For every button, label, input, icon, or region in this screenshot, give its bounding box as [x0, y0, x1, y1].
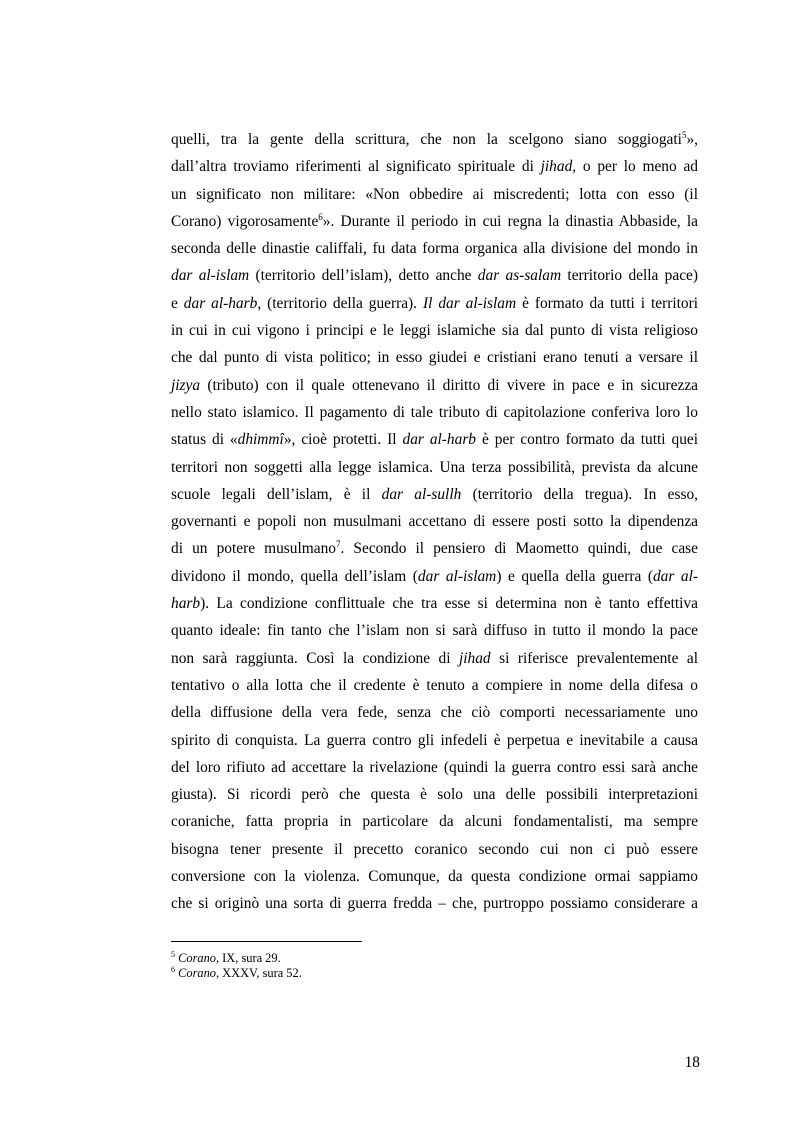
text-line: quanto ideale: fin tanto che l’islam non si sarà diffuso in tutto il mondo la pace	[171, 622, 698, 640]
page-number: 18	[684, 1054, 700, 1071]
text-line: del loro rifiuto ad accettare la rivelazione (quindi la guerra contro essi sarà anche	[171, 758, 698, 776]
body-paragraph	[171, 126, 698, 918]
text-line: jizya (tributo) con il quale ottenevano il diritto di vivere in pace e in sicurezza	[171, 376, 698, 394]
footnote-5: $^5$ Corano, IX, sura 29.	[171, 950, 281, 965]
text-line: non sarà raggiunta. Così la condizione di jihad si riferisce prevalentemente al	[171, 649, 698, 667]
text-line: spirito di conquista. La guerra contro gli infedeli è perpetua e inevitabile a causa	[171, 731, 698, 749]
text-line: tentativo o alla lotta che il credente è tenuto a compiere in nome della difesa o	[171, 676, 698, 694]
footnote-ref-5[interactable]: 5	[681, 130, 687, 140]
footnote-separator	[171, 941, 362, 942]
text-line: scuole legali dell’islam, è il dar al-sullh (territorio della tregua). In esso,	[171, 485, 698, 503]
text-line: un significato non militare: «Non obbedire ai miscredenti; lotta con esso (il	[171, 185, 698, 203]
footnote-ref-7[interactable]: 7	[335, 539, 341, 550]
text-line: giusta). Si ricordi però che questa è solo una delle possibili interpretazioni	[171, 786, 698, 804]
text-line: bisogna tener presente il precetto coranico secondo cui non ci può essere	[171, 840, 698, 858]
text-line: status di «dhimmî», cioè protetti. Il dar al-harb è per contro formato da tutti quei	[171, 431, 699, 449]
text-line: harb). La condizione conflittuale che tra esse si determina non è tanto effettiva	[171, 595, 698, 613]
text-line: conversione con la violenza. Comunque, da questa condizione ormai sappiamo	[171, 868, 698, 886]
footnote-ref-6[interactable]: 6	[318, 211, 323, 222]
text-line: governanti e popoli non musulmani accettano di essere posti sotto la dipendenza	[171, 513, 698, 531]
text-line: in cui in cui vigono i principi e le leggi islamiche sia dal punto di vista religioso	[171, 322, 698, 340]
text-line: dividono il mondo, quella dell’islam (dar al-islam) e quella della guerra (dar al-	[171, 567, 698, 585]
text-line: che dal punto di vista politico; in esso giudei e cristiani erano tenuti a versare il	[171, 349, 698, 367]
text-line: coraniche, fatta propria in particolare da alcuni fondamentalisti, ma sempre	[171, 813, 698, 831]
text-line: dar al-islam (territorio dell’islam), detto anche dar as-salam territorio della pace)	[171, 267, 698, 285]
footnotes	[171, 951, 698, 981]
footnote-6: $^6$ Corano, XXXV, sura 52.	[171, 965, 302, 980]
text-line: nello stato islamico. Il pagamento di tale tributo di capitolazione conferiva loro lo	[171, 403, 698, 421]
text-line: Corano) vigorosamente$^6$». Durante il periodo in cui regna la dinastia Abbaside, la	[171, 211, 698, 230]
text-line: seconda delle dinastie califfali, fu data forma organica alla divisione del mondo in	[171, 240, 698, 258]
text-line: della diffusione della vera fede, senza che ciò comporti necessariamente uno	[171, 704, 698, 722]
text-line: e dar al-harb, (territorio della guerra). Il dar al-islam è formato da tutti i territori	[171, 294, 698, 312]
text-line: quelli, tra la gente della scrittura, che non la scelgono siano soggiogati$^5$»,	[171, 130, 698, 148]
text-line: di un potere musulmano$^7$. Secondo il pensiero di Maometto quindi, due case	[171, 539, 698, 558]
text-line: territori non soggetti alla legge islamica. Una terza possibilità, prevista da alcune	[171, 458, 698, 476]
text-line: dall’altra troviamo riferimenti al significato spirituale di jihad, o per lo meno ad	[171, 158, 698, 176]
text-line: che si originò una sorta di guerra fredda – che, purtroppo possiamo considerare a	[171, 895, 698, 913]
